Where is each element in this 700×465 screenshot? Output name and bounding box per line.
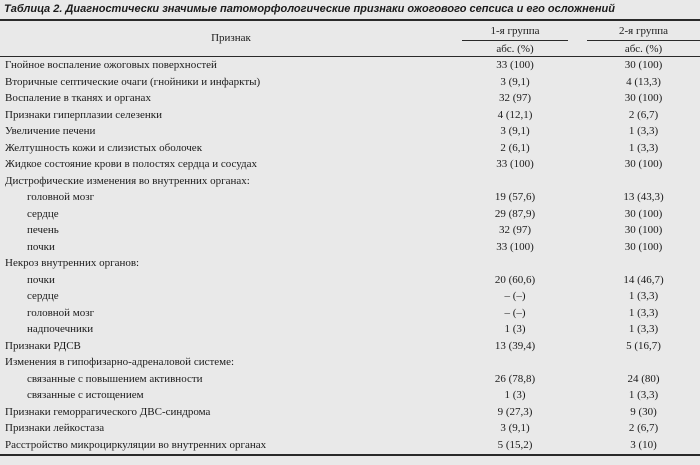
table-row	[0, 420, 700, 437]
group-2-value: 2 (6,7)	[628, 108, 659, 121]
table-row	[0, 354, 700, 371]
group-2-value: 1 (3,3)	[628, 141, 659, 154]
table-row	[0, 305, 700, 322]
row-label: Желтушность кожи и слизистых оболочек	[5, 141, 203, 154]
group-2-value: 9 (30)	[630, 405, 657, 418]
group-2-value: 13 (43,3)	[623, 191, 664, 203]
group-2-underline	[587, 40, 700, 41]
row-label: Изменения в гипофизарно-адреналовой системе:	[5, 356, 235, 368]
group-2-value: 30 (100)	[624, 158, 663, 170]
group-2-value: 1 (3,3)	[628, 323, 659, 335]
table-row	[0, 338, 700, 355]
group-1-value: 1 (3)	[504, 323, 526, 335]
group-2-value: 1 (3,3)	[628, 125, 659, 137]
group-2-value: 30 (100)	[624, 224, 663, 236]
header-group-1: 1-я группа	[490, 25, 540, 37]
row-label: Некроз внутренних органов:	[5, 257, 140, 269]
group-2-value: 1 (3,3)	[628, 389, 659, 401]
group-1-value: – (–)	[504, 290, 526, 302]
row-label: надпочечники	[27, 323, 94, 335]
row-label: Признаки лейкостаза	[5, 422, 105, 434]
row-label: Расстройство микроциркуляции во внутренних органах	[5, 438, 267, 451]
group-1-value: 32 (97)	[498, 224, 532, 236]
row-label: Дистрофические изменения во внутренних органах:	[5, 174, 250, 187]
table-row	[0, 74, 700, 91]
group-1-value: 13 (39,4)	[494, 339, 536, 352]
group-1-underline	[462, 40, 568, 41]
table-row	[0, 404, 700, 421]
group-2-value: 30 (100)	[624, 92, 663, 104]
header-sign: Признак	[211, 32, 251, 44]
table-row	[0, 321, 700, 338]
row-label: Признаки геморрагического ДВС-синдрома	[5, 405, 211, 418]
row-label: Увеличение печени	[5, 125, 96, 137]
row-label: Признаки РДСВ	[5, 339, 81, 352]
table-row	[0, 387, 700, 404]
group-1-value: 29 (87,9)	[494, 207, 536, 220]
row-label: сердце	[27, 207, 59, 220]
header-unit-2: абс. (%)	[624, 43, 663, 55]
group-2-value: 14 (46,7)	[623, 273, 664, 286]
group-2-value: 4 (13,3)	[626, 75, 661, 88]
group-1-value: 5 (15,2)	[497, 438, 533, 451]
header-unit-1: абс. (%)	[496, 43, 534, 55]
table-row	[0, 206, 700, 223]
table-row	[0, 189, 700, 206]
table-row	[0, 57, 700, 74]
group-2-value: 1 (3,3)	[628, 290, 659, 302]
table-row	[0, 107, 700, 124]
row-label: Воспаление в тканях и органах	[5, 92, 151, 104]
group-2-value: 3 (10)	[630, 438, 657, 451]
group-1-value: 26 (78,8)	[494, 372, 536, 385]
table-row	[0, 371, 700, 388]
group-1-value: 4 (12,1)	[497, 108, 533, 121]
table-row	[0, 222, 700, 239]
group-1-value: 33 (100)	[496, 158, 534, 170]
table-top-rule	[0, 19, 700, 21]
table-caption: Таблица 2. Диагностически значимые патоморфологические признаки ожогового сепсиса и его осложнений	[4, 3, 615, 15]
group-1-value: 3 (9,1)	[500, 125, 530, 137]
row-label: Жидкое состояние крови в полостях сердца и сосудах	[5, 158, 258, 170]
group-1-value: 2 (6,1)	[500, 141, 530, 154]
row-label: печень	[27, 224, 59, 236]
group-1-value: 1 (3)	[504, 389, 526, 401]
group-1-value: 33 (100)	[496, 240, 534, 253]
row-label: Вторичные септические очаги (гнойники и инфаркты)	[5, 75, 261, 88]
table-row	[0, 272, 700, 289]
table-row	[0, 140, 700, 157]
row-label: связанные с повышением активности	[27, 372, 203, 385]
group-2-value: 30 (100)	[624, 240, 663, 253]
table-row	[0, 123, 700, 140]
group-1-value: 33 (100)	[496, 59, 534, 71]
group-2-value: 24 (80)	[627, 372, 660, 385]
table-row	[0, 90, 700, 107]
row-label: почки	[27, 240, 55, 253]
table-row	[0, 239, 700, 256]
group-2-value: 2 (6,7)	[628, 422, 659, 434]
group-2-value: 30 (100)	[624, 59, 663, 71]
group-1-value: 3 (9,1)	[500, 75, 530, 88]
row-label: почки	[27, 273, 55, 286]
row-label: Признаки гиперплазии селезенки	[5, 108, 162, 121]
group-1-value: 3 (9,1)	[500, 422, 530, 434]
table-row	[0, 437, 700, 454]
group-1-value: 19 (57,6)	[494, 191, 536, 203]
row-label: связанные с истощением	[27, 389, 144, 401]
group-1-value: – (–)	[504, 306, 526, 319]
table-row	[0, 288, 700, 305]
row-label: головной мозг	[27, 306, 95, 319]
table-bottom-rule	[0, 454, 700, 456]
row-label: головной мозг	[27, 191, 95, 203]
table-row	[0, 156, 700, 173]
row-label: Гнойное воспаление ожоговых поверхностей	[5, 59, 217, 71]
group-1-value: 32 (97)	[498, 92, 532, 104]
table-row	[0, 255, 700, 272]
group-2-value: 1 (3,3)	[628, 306, 659, 319]
group-2-value: 5 (16,7)	[626, 339, 661, 352]
group-1-value: 20 (60,6)	[494, 273, 536, 286]
row-label: сердце	[27, 290, 59, 302]
group-1-value: 9 (27,3)	[497, 405, 533, 418]
table-body	[0, 57, 700, 453]
group-2-value: 30 (100)	[624, 207, 663, 220]
table-row	[0, 173, 700, 190]
header-group-2: 2-я группа	[619, 25, 668, 37]
